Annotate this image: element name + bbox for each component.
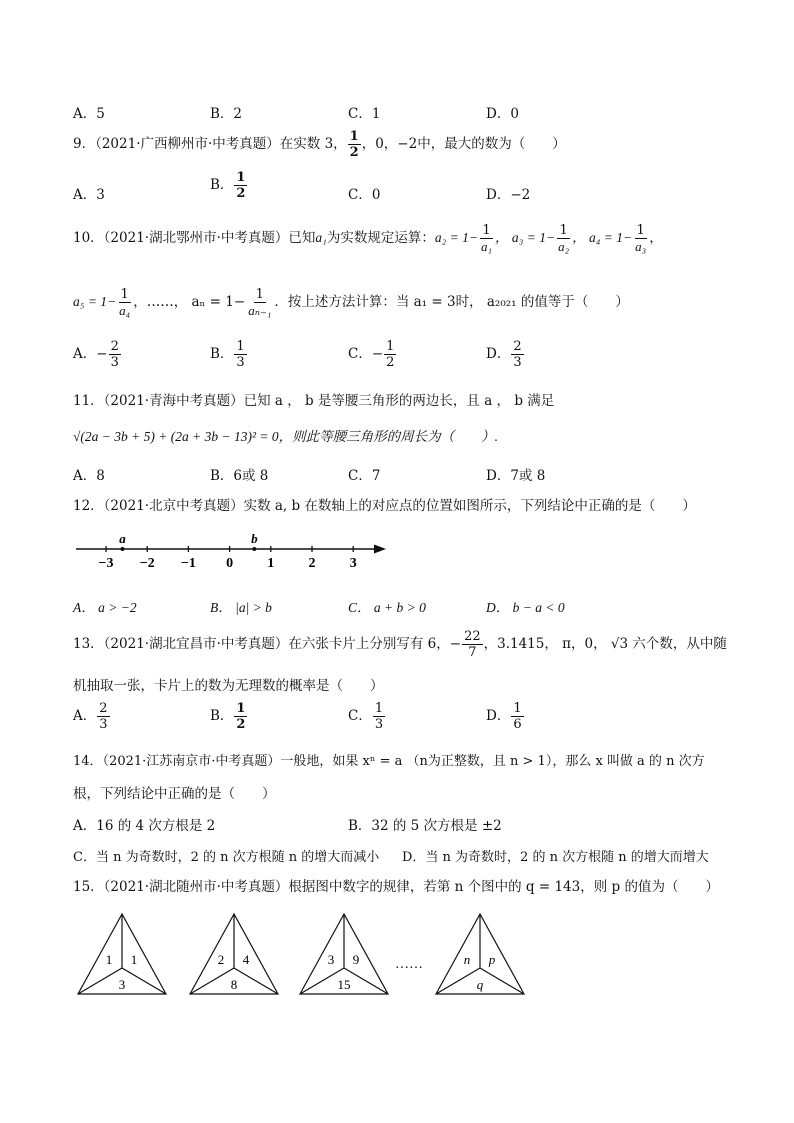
figure-right-value: 4 xyxy=(242,952,250,967)
figure-left-value: 2 xyxy=(217,952,225,967)
q9-option-c: C．0 xyxy=(348,187,381,203)
point-a-label: a xyxy=(119,531,126,546)
q11-stem-line2: √(2a − 3b + 5) + (2a + 3b − 13)² = 0，则此等腰三角形的周长为（ ）. xyxy=(73,429,498,444)
q10-option-d: D． $\frac{2}{3}$ xyxy=(486,339,522,370)
number-line-tick-label: 2 xyxy=(308,556,316,571)
q14-option-c: C．当 n 为奇数时，2 的 n 次方根随 n 的增大而减小 xyxy=(73,850,380,865)
triangle-figure xyxy=(300,914,388,994)
q12-number-line xyxy=(70,528,400,578)
q14-option-b: B．32 的 5 次方根是 ±2 xyxy=(348,818,502,834)
q14-stem-line1: 14．（2021·江苏南京市·中考真题）一般地，如果 xⁿ = a （n为正整数，且 n > 1），那么 x 叫做 a 的 n 次方 xyxy=(73,754,705,769)
point-a xyxy=(120,547,124,551)
figure-bottom-value: q xyxy=(476,977,484,992)
number-line-arrow xyxy=(374,545,386,554)
figure-ellipsis: …… xyxy=(395,957,423,972)
q10-option-b: B． $\frac{1}{3}$ xyxy=(210,339,245,370)
point-b xyxy=(252,547,256,551)
q12-option-b: B． |a| > b xyxy=(210,600,272,615)
figure-bottom-value: 15 xyxy=(337,977,351,992)
triangle-figure xyxy=(190,914,278,994)
q12-stem: 12．（2021·北京中考真题）实数 a, b 在数轴上的对应点的位置如图所示，下列结论中正确的是（ ） xyxy=(73,498,696,514)
q9-option-a: A．3 xyxy=(73,187,105,203)
q13-stem-line1: 13．（2021·湖北宜昌市·中考真题）在六张卡片上分别写有 6，− $\frac{22}{7}$ ，3.1415， π，0， √3 六个数，从中随 xyxy=(73,629,727,660)
q11-option-a: A．8 xyxy=(73,468,105,484)
q8-option-b: B．2 xyxy=(210,106,243,122)
number-line-tick-label: −2 xyxy=(139,556,155,571)
q13-option-c: C． $\frac{1}{3}$ xyxy=(348,701,384,732)
number-line-tick-label: 1 xyxy=(267,556,275,571)
q13-option-a: A． $\frac{2}{3}$ xyxy=(73,701,108,732)
q10-option-c: C．− $\frac{1}{2}$ xyxy=(348,339,395,370)
triangle-figure xyxy=(436,914,524,994)
q11-option-d: D．7或 8 xyxy=(486,468,546,484)
triangle-figure xyxy=(78,914,166,994)
q8-option-d: D．0 xyxy=(486,106,519,122)
number-line-tick-label: 0 xyxy=(226,556,234,571)
q11-stem-line1: 11．（2021·青海中考真题）已知 a ， b 是等腰三角形的两边长，且 a ， b 满足 xyxy=(73,393,555,409)
q14-option-a: A．16 的 4 次方根是 2 xyxy=(73,818,216,834)
q10-stem-line1: 10．（2021·湖北鄂州市·中考真题）已知a₁为实数规定运算：a₂ = 1− $\frac{1}{\text{a₁}}$ ， a₃ = 1− $\frac{1}{\text{a₂}}$ ， a₄ = 1− $\frac{1}{\text{a₃}}$ ， xyxy=(73,223,663,254)
figure-right-value: 9 xyxy=(352,952,360,967)
q12-option-a: A． a > −2 xyxy=(73,600,137,615)
number-line-tick-label: −3 xyxy=(98,556,114,571)
figure-right-value: 1 xyxy=(130,952,138,967)
point-b-label: b xyxy=(251,531,258,546)
q12-option-c: C． a + b > 0 xyxy=(348,600,426,615)
q9-option-d: D．−2 xyxy=(486,187,531,203)
q9-option-b: B． $\frac{1}{2}$ xyxy=(210,170,246,201)
number-line-tick-label: −1 xyxy=(180,556,196,571)
q12-option-d: D． b − a < 0 xyxy=(486,600,565,615)
q15-stem: 15．（2021·湖北随州市·中考真题）根据图中数字的规律，若第 n 个图中的 q = 143，则 p 的值为（ ） xyxy=(73,879,719,895)
q10-option-a: A．− $\frac{2}{3}$ xyxy=(73,339,119,370)
q8-option-c: C．1 xyxy=(348,106,381,122)
figure-left-value: 3 xyxy=(327,952,335,967)
q9-fraction: $\frac{1}{2}$ xyxy=(349,129,359,160)
figure-bottom-value: 8 xyxy=(230,977,238,992)
q11-option-c: C．7 xyxy=(348,468,381,484)
figure-left-value: n xyxy=(463,952,471,967)
q14-option-d: D．当 n 为奇数时，2 的 n 次方根随 n 的增大而增大 xyxy=(402,850,709,865)
figure-right-value: p xyxy=(488,952,496,967)
figure-left-value: 1 xyxy=(105,952,113,967)
q15-figures xyxy=(74,910,534,1002)
q9-stem: 9．（2021·广西柳州市·中考真题）在实数 3， $\frac{1}{2}$ ，0，−2中，最大的数为（ ） xyxy=(73,129,566,160)
q8-option-a: A．5 xyxy=(73,106,105,122)
q13-stem-line2: 机抽取一张，卡片上的数为无理数的概率是（ ） xyxy=(73,678,384,694)
q10-stem-line2: a₅ = 1− $\frac{1}{\text{a₄}}$ ，……， aₙ = 1− $\frac{1}{\text{aₙ₋₁}}$ ．按上述方法计算：当 a₁ = 3时， a₂₀₂₁ 的值等于（ ） xyxy=(73,287,629,318)
q14-stem-line2: 根，下列结论中正确的是（ ） xyxy=(73,786,276,802)
q11-option-b: B．6或 8 xyxy=(210,468,269,484)
number-line-tick-label: 3 xyxy=(349,556,357,571)
q13-option-d: D． $\frac{1}{6}$ xyxy=(486,701,522,732)
figure-bottom-value: 3 xyxy=(118,977,126,992)
q13-option-b: B． $\frac{1}{2}$ xyxy=(210,701,246,732)
